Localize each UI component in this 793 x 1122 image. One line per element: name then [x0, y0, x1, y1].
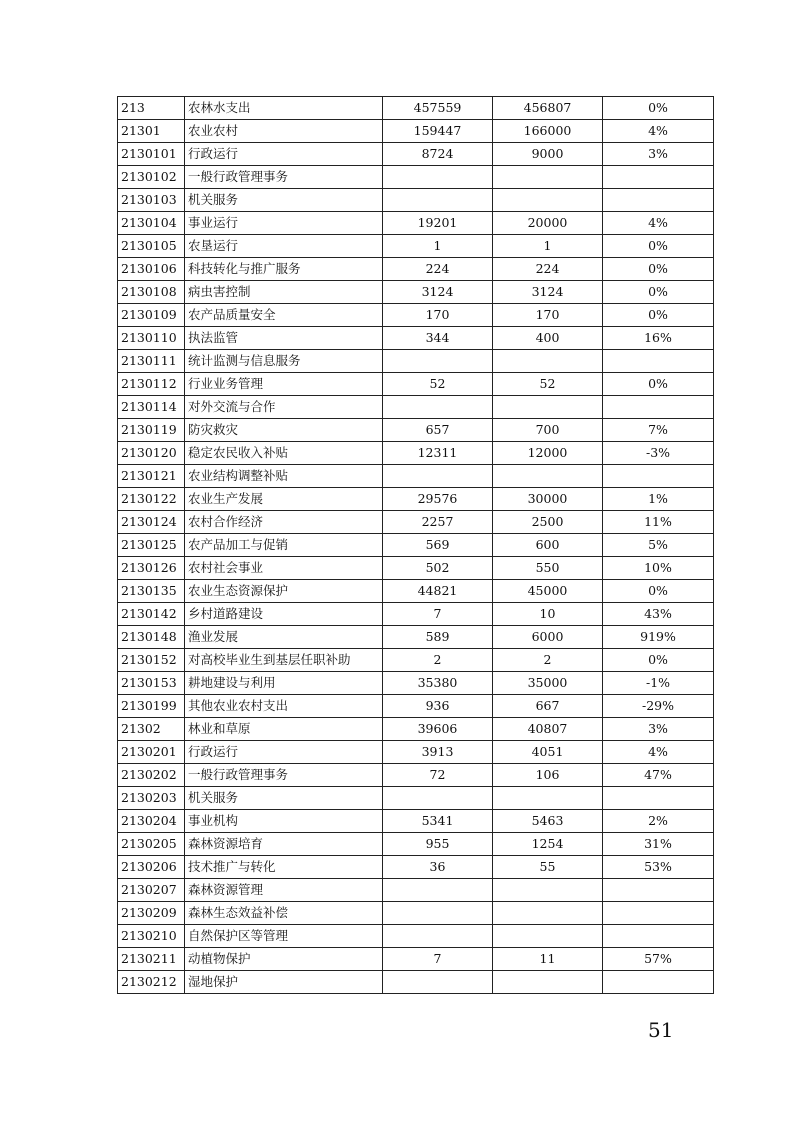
cell-code: 2130142: [118, 603, 185, 626]
cell-code: 2130211: [118, 948, 185, 971]
cell-code: 2130207: [118, 879, 185, 902]
cell-item-name: 防灾救灾: [185, 419, 383, 442]
budget-table-body: [118, 97, 714, 994]
table-row: [118, 350, 714, 373]
cell-code: 213: [118, 97, 185, 120]
cell-code: 2130111: [118, 350, 185, 373]
table-row: [118, 718, 714, 741]
cell-item-name: 事业运行: [185, 212, 383, 235]
cell-prev-amount: [383, 465, 493, 488]
cell-change-percent: [603, 971, 714, 994]
cell-change-percent: [603, 465, 714, 488]
cell-budget-amount: 166000: [493, 120, 603, 143]
cell-prev-amount: 502: [383, 557, 493, 580]
table-row: [118, 810, 714, 833]
cell-budget-amount: 170: [493, 304, 603, 327]
cell-item-name: 农林水支出: [185, 97, 383, 120]
cell-prev-amount: 39606: [383, 718, 493, 741]
cell-change-percent: 0%: [603, 649, 714, 672]
table-row: [118, 856, 714, 879]
cell-change-percent: [603, 396, 714, 419]
cell-item-name: 行政运行: [185, 741, 383, 764]
table-row: [118, 879, 714, 902]
cell-change-percent: 0%: [603, 235, 714, 258]
cell-prev-amount: 19201: [383, 212, 493, 235]
cell-change-percent: [603, 925, 714, 948]
cell-prev-amount: [383, 902, 493, 925]
cell-item-name: 动植物保护: [185, 948, 383, 971]
table-row: [118, 948, 714, 971]
cell-budget-amount: 456807: [493, 97, 603, 120]
table-row: [118, 925, 714, 948]
cell-prev-amount: 2257: [383, 511, 493, 534]
cell-prev-amount: [383, 925, 493, 948]
cell-prev-amount: 12311: [383, 442, 493, 465]
cell-prev-amount: 3124: [383, 281, 493, 304]
table-row: [118, 396, 714, 419]
cell-budget-amount: 52: [493, 373, 603, 396]
cell-code: 2130201: [118, 741, 185, 764]
cell-item-name: 事业机构: [185, 810, 383, 833]
cell-budget-amount: 30000: [493, 488, 603, 511]
cell-item-name: 其他农业农村支出: [185, 695, 383, 718]
cell-item-name: 农业生产发展: [185, 488, 383, 511]
table-row: [118, 120, 714, 143]
table-row: [118, 902, 714, 925]
cell-prev-amount: 224: [383, 258, 493, 281]
cell-code: 2130101: [118, 143, 185, 166]
cell-code: 2130105: [118, 235, 185, 258]
cell-item-name: 乡村道路建设: [185, 603, 383, 626]
cell-prev-amount: [383, 971, 493, 994]
cell-change-percent: 11%: [603, 511, 714, 534]
cell-budget-amount: 1: [493, 235, 603, 258]
cell-item-name: 对外交流与合作: [185, 396, 383, 419]
cell-change-percent: 0%: [603, 97, 714, 120]
cell-change-percent: 0%: [603, 258, 714, 281]
cell-code: 2130148: [118, 626, 185, 649]
cell-item-name: 林业和草原: [185, 718, 383, 741]
cell-code: 2130109: [118, 304, 185, 327]
cell-item-name: 自然保护区等管理: [185, 925, 383, 948]
cell-change-percent: 0%: [603, 304, 714, 327]
cell-item-name: 机关服务: [185, 189, 383, 212]
cell-budget-amount: [493, 971, 603, 994]
cell-budget-amount: 224: [493, 258, 603, 281]
table-row: [118, 97, 714, 120]
table-row: [118, 764, 714, 787]
cell-change-percent: 4%: [603, 741, 714, 764]
cell-budget-amount: 600: [493, 534, 603, 557]
cell-code: 2130120: [118, 442, 185, 465]
cell-code: 2130209: [118, 902, 185, 925]
cell-code: 21301: [118, 120, 185, 143]
cell-change-percent: 3%: [603, 718, 714, 741]
table-row: [118, 833, 714, 856]
cell-item-name: 一般行政管理事务: [185, 764, 383, 787]
table-row: [118, 741, 714, 764]
cell-budget-amount: 35000: [493, 672, 603, 695]
cell-budget-amount: 1254: [493, 833, 603, 856]
cell-prev-amount: 35380: [383, 672, 493, 695]
table-row: [118, 603, 714, 626]
cell-prev-amount: 8724: [383, 143, 493, 166]
cell-change-percent: 1%: [603, 488, 714, 511]
table-row: [118, 304, 714, 327]
cell-code: 2130124: [118, 511, 185, 534]
cell-change-percent: 57%: [603, 948, 714, 971]
cell-prev-amount: 3913: [383, 741, 493, 764]
cell-code: 2130153: [118, 672, 185, 695]
cell-change-percent: -3%: [603, 442, 714, 465]
cell-prev-amount: 7: [383, 603, 493, 626]
cell-budget-amount: 106: [493, 764, 603, 787]
cell-item-name: 耕地建设与利用: [185, 672, 383, 695]
table-row: [118, 672, 714, 695]
table-row: [118, 488, 714, 511]
cell-code: 2130125: [118, 534, 185, 557]
cell-prev-amount: 29576: [383, 488, 493, 511]
cell-budget-amount: [493, 189, 603, 212]
cell-item-name: 行政运行: [185, 143, 383, 166]
cell-item-name: 农业生态资源保护: [185, 580, 383, 603]
cell-code: 2130112: [118, 373, 185, 396]
cell-item-name: 技术推广与转化: [185, 856, 383, 879]
cell-change-percent: 919%: [603, 626, 714, 649]
cell-change-percent: 2%: [603, 810, 714, 833]
cell-budget-amount: 5463: [493, 810, 603, 833]
cell-code: 2130202: [118, 764, 185, 787]
cell-change-percent: [603, 879, 714, 902]
cell-budget-amount: 10: [493, 603, 603, 626]
cell-prev-amount: [383, 189, 493, 212]
cell-budget-amount: 400: [493, 327, 603, 350]
table-row: [118, 258, 714, 281]
page-number: 51: [648, 1018, 674, 1042]
cell-budget-amount: 2500: [493, 511, 603, 534]
table-row: [118, 373, 714, 396]
cell-change-percent: [603, 902, 714, 925]
cell-prev-amount: 344: [383, 327, 493, 350]
cell-item-name: 湿地保护: [185, 971, 383, 994]
cell-item-name: 农村社会事业: [185, 557, 383, 580]
cell-item-name: 森林生态效益补偿: [185, 902, 383, 925]
cell-change-percent: -1%: [603, 672, 714, 695]
cell-change-percent: 10%: [603, 557, 714, 580]
cell-code: 2130212: [118, 971, 185, 994]
cell-item-name: 行业业务管理: [185, 373, 383, 396]
cell-item-name: 农产品质量安全: [185, 304, 383, 327]
cell-item-name: 农业结构调整补贴: [185, 465, 383, 488]
table-row: [118, 442, 714, 465]
cell-code: 2130203: [118, 787, 185, 810]
cell-budget-amount: [493, 350, 603, 373]
cell-budget-amount: [493, 396, 603, 419]
cell-prev-amount: 936: [383, 695, 493, 718]
table-row: [118, 787, 714, 810]
cell-item-name: 稳定农民收入补贴: [185, 442, 383, 465]
cell-prev-amount: [383, 166, 493, 189]
cell-prev-amount: 657: [383, 419, 493, 442]
cell-code: 2130204: [118, 810, 185, 833]
cell-code: 2130110: [118, 327, 185, 350]
cell-prev-amount: [383, 879, 493, 902]
cell-code: 2130199: [118, 695, 185, 718]
cell-code: 2130152: [118, 649, 185, 672]
cell-item-name: 病虫害控制: [185, 281, 383, 304]
cell-item-name: 一般行政管理事务: [185, 166, 383, 189]
table-row: [118, 580, 714, 603]
table-row: [118, 511, 714, 534]
cell-budget-amount: 4051: [493, 741, 603, 764]
table-row: [118, 189, 714, 212]
cell-prev-amount: 955: [383, 833, 493, 856]
cell-item-name: 机关服务: [185, 787, 383, 810]
cell-code: 2130210: [118, 925, 185, 948]
cell-item-name: 渔业发展: [185, 626, 383, 649]
cell-item-name: 对高校毕业生到基层任职补助: [185, 649, 383, 672]
cell-change-percent: [603, 166, 714, 189]
cell-code: 2130206: [118, 856, 185, 879]
cell-prev-amount: 2: [383, 649, 493, 672]
cell-prev-amount: [383, 350, 493, 373]
cell-change-percent: 43%: [603, 603, 714, 626]
cell-item-name: 森林资源培育: [185, 833, 383, 856]
table-row: [118, 281, 714, 304]
cell-code: 2130135: [118, 580, 185, 603]
table-row: [118, 235, 714, 258]
cell-item-name: 执法监管: [185, 327, 383, 350]
cell-change-percent: 31%: [603, 833, 714, 856]
table-row: [118, 695, 714, 718]
cell-budget-amount: 45000: [493, 580, 603, 603]
table-row: [118, 143, 714, 166]
cell-item-name: 科技转化与推广服务: [185, 258, 383, 281]
cell-item-name: 农业农村: [185, 120, 383, 143]
cell-budget-amount: 6000: [493, 626, 603, 649]
cell-change-percent: 0%: [603, 281, 714, 304]
cell-budget-amount: 55: [493, 856, 603, 879]
cell-change-percent: 0%: [603, 580, 714, 603]
cell-code: 2130108: [118, 281, 185, 304]
cell-prev-amount: 72: [383, 764, 493, 787]
cell-item-name: 农产品加工与促销: [185, 534, 383, 557]
cell-code: 21302: [118, 718, 185, 741]
cell-code: 2130102: [118, 166, 185, 189]
cell-change-percent: [603, 189, 714, 212]
table-row: [118, 212, 714, 235]
cell-prev-amount: 589: [383, 626, 493, 649]
cell-budget-amount: [493, 465, 603, 488]
cell-budget-amount: [493, 902, 603, 925]
cell-change-percent: [603, 787, 714, 810]
cell-code: 2130122: [118, 488, 185, 511]
table-row: [118, 557, 714, 580]
table-row: [118, 419, 714, 442]
cell-prev-amount: 7: [383, 948, 493, 971]
table-row: [118, 166, 714, 189]
cell-budget-amount: 667: [493, 695, 603, 718]
cell-code: 2130205: [118, 833, 185, 856]
cell-code: 2130119: [118, 419, 185, 442]
cell-code: 2130103: [118, 189, 185, 212]
cell-item-name: 统计监测与信息服务: [185, 350, 383, 373]
table-row: [118, 534, 714, 557]
cell-code: 2130106: [118, 258, 185, 281]
cell-prev-amount: [383, 787, 493, 810]
cell-change-percent: 3%: [603, 143, 714, 166]
cell-prev-amount: 52: [383, 373, 493, 396]
cell-budget-amount: 550: [493, 557, 603, 580]
cell-budget-amount: [493, 166, 603, 189]
cell-change-percent: 16%: [603, 327, 714, 350]
cell-change-percent: 4%: [603, 120, 714, 143]
cell-budget-amount: 11: [493, 948, 603, 971]
cell-change-percent: 0%: [603, 373, 714, 396]
cell-item-name: 农垦运行: [185, 235, 383, 258]
cell-prev-amount: 1: [383, 235, 493, 258]
cell-budget-amount: 2: [493, 649, 603, 672]
cell-budget-amount: [493, 925, 603, 948]
cell-code: 2130121: [118, 465, 185, 488]
cell-prev-amount: [383, 396, 493, 419]
cell-budget-amount: 40807: [493, 718, 603, 741]
table-row: [118, 327, 714, 350]
cell-change-percent: 53%: [603, 856, 714, 879]
table-row: [118, 626, 714, 649]
cell-budget-amount: 9000: [493, 143, 603, 166]
cell-budget-amount: 12000: [493, 442, 603, 465]
cell-budget-amount: 700: [493, 419, 603, 442]
cell-budget-amount: [493, 879, 603, 902]
cell-change-percent: -29%: [603, 695, 714, 718]
cell-code: 2130114: [118, 396, 185, 419]
cell-prev-amount: 44821: [383, 580, 493, 603]
cell-prev-amount: 159447: [383, 120, 493, 143]
cell-budget-amount: 20000: [493, 212, 603, 235]
cell-code: 2130126: [118, 557, 185, 580]
cell-change-percent: 7%: [603, 419, 714, 442]
table-row: [118, 971, 714, 994]
cell-change-percent: 47%: [603, 764, 714, 787]
table-row: [118, 465, 714, 488]
cell-change-percent: 5%: [603, 534, 714, 557]
cell-change-percent: 4%: [603, 212, 714, 235]
cell-prev-amount: 5341: [383, 810, 493, 833]
cell-prev-amount: 457559: [383, 97, 493, 120]
cell-item-name: 森林资源管理: [185, 879, 383, 902]
table-row: [118, 649, 714, 672]
budget-table: [117, 96, 714, 994]
cell-prev-amount: 36: [383, 856, 493, 879]
cell-prev-amount: 569: [383, 534, 493, 557]
cell-item-name: 农村合作经济: [185, 511, 383, 534]
cell-prev-amount: 170: [383, 304, 493, 327]
cell-budget-amount: [493, 787, 603, 810]
cell-code: 2130104: [118, 212, 185, 235]
cell-budget-amount: 3124: [493, 281, 603, 304]
cell-change-percent: [603, 350, 714, 373]
